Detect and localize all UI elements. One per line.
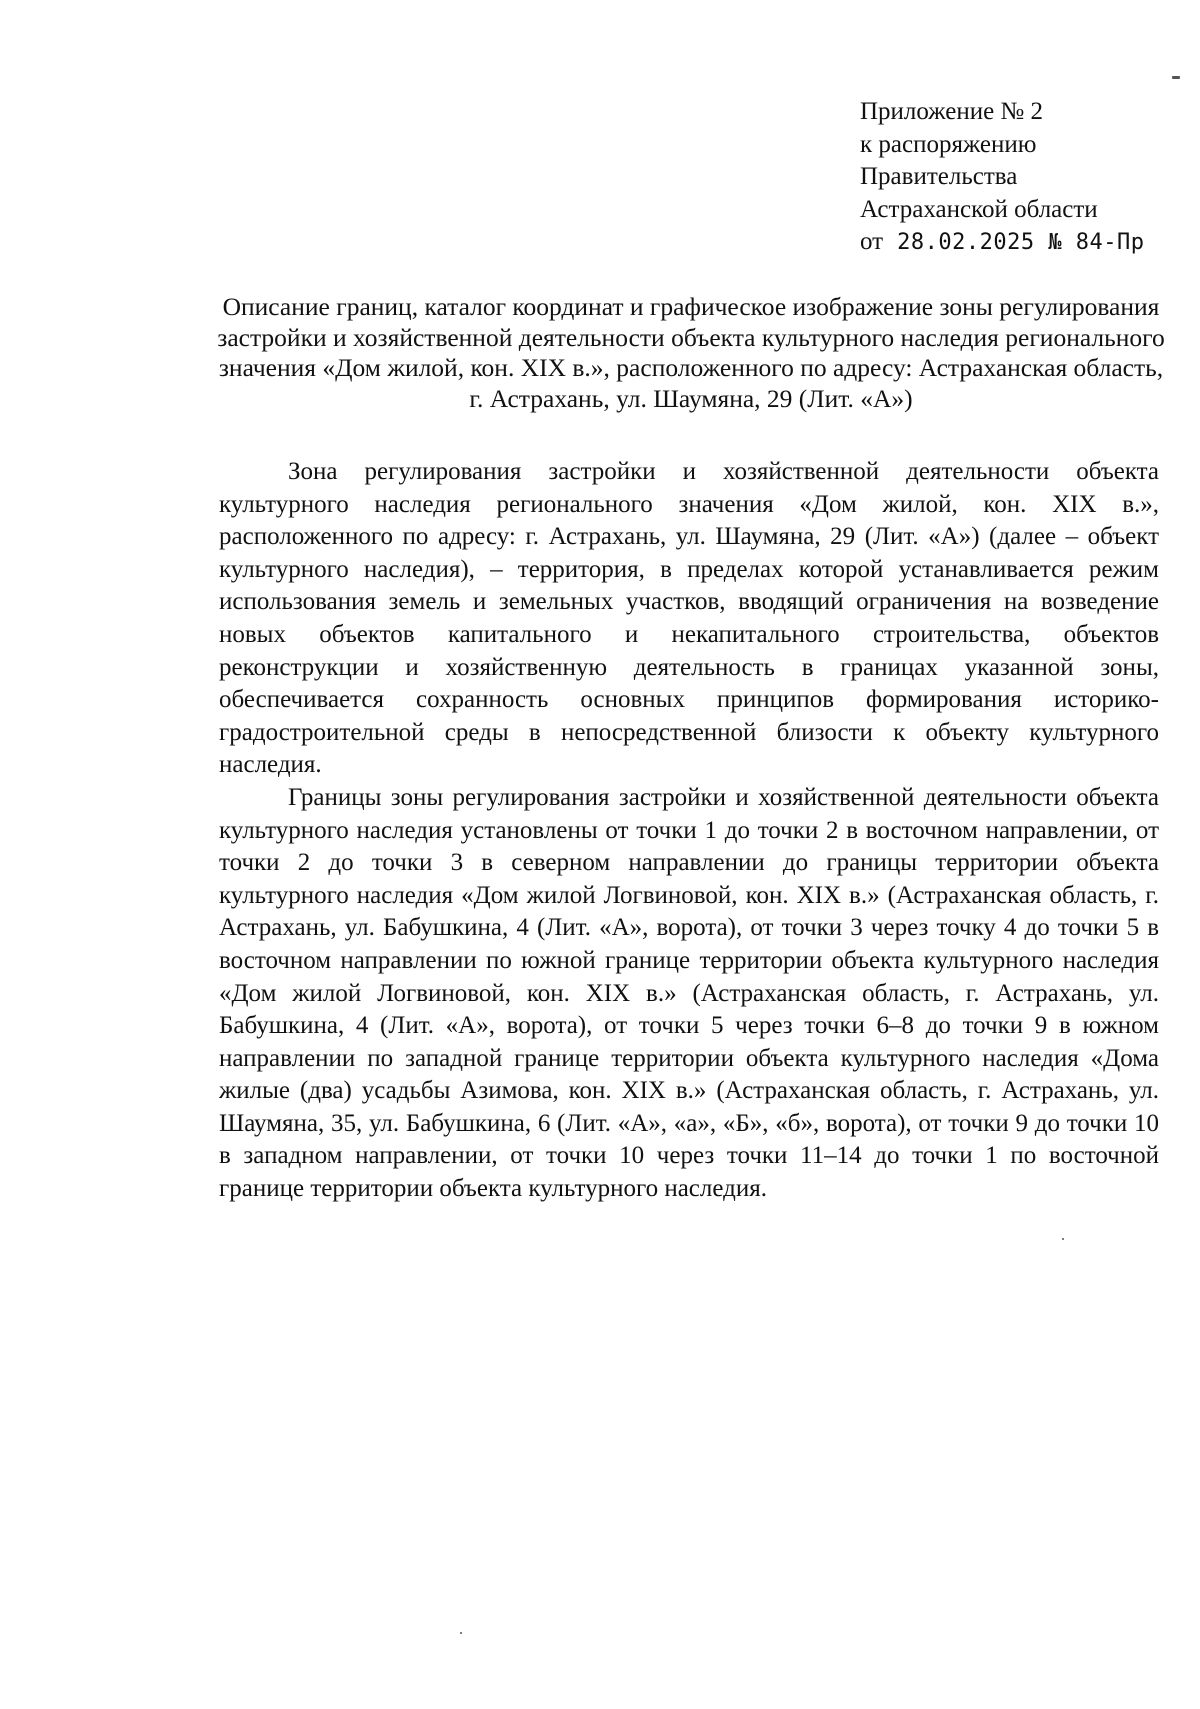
- annex-line-region: Астраханской области: [860, 195, 1098, 223]
- scan-speck: [460, 1632, 462, 1634]
- annex-line-order: к распоряжению: [860, 130, 1037, 158]
- document-title: Описание границ, каталог координат и графическое изображение зоны регулирования застройки и хозяйственной деятельности объекта культурного наследия регионального значения «Дом жилой, кон. XIX в.», расположенного по адресу: Астраханская область, г. Астрахань, ул. Шаумяна, 29 (Лит. «А»): [217, 292, 1165, 413]
- paragraph-zone-boundaries: Границы зоны регулирования застройки и хозяйственной деятельности объекта культурного наследия установлены от точки 1 до точки 2 в восточном направлении, от точки 2 до точки 3 в северном направлении до границы территории объекта культурного наследия «Дом жилой Логвиновой, кон. XIX в.» (Астраханская область, г. Астрахань, ул. Бабушкина, 4 (Лит. «А», ворота), от точки 3 через точку 4 до точки 5 в восточном направлении по южной границе территории объекта культурного наследия «Дом жилой Логвиновой, кон. XIX в.» (Астраханская область, г. Астрахань, ул. Бабушкина, 4 (Лит. «А», ворота), от точки 5 через точки 6–8 до точки 9 в южном направлении по западной границе территории объекта культурного наследия «Дома жилые (два) усадьбы Азимова, кон. XIX в.» (Астраханская область, г. Астрахань, ул. Шаумяна, 35, ул. Бабушкина, 6 (Лит. «А», «а», «Б», «б», ворота), от точки 9 до точки 10 в западном направлении, от точки 10 через точки 11–14 до точки 1 по восточной границе территории объекта культурного наследия.: [219, 783, 1159, 1203]
- scan-speck: [1062, 1238, 1064, 1240]
- annex-header: [860, 96, 1190, 260]
- annex-line-number: Приложение № 2: [860, 98, 1044, 125]
- paragraph-zone-definition: Зона регулирования застройки и хозяйственной деятельности объекта культурного наследия регионального значения «Дом жилой, кон. XIX в.», расположенного по адресу: г. Астрахань, ул. Шаумяна, 29 (Лит. «А») (далее – объект культурного наследия), – территория, в пределах которой устанавливается режим использования земель и земельных участков, вводящий ограничения на возведение новых объектов капитального и некапитального строительства, объектов реконструкции и хозяйственную деятельность в границах указанной зоны, обеспечивается сохранность основных принципов формирования историко-градостроительной среды в непосредственной близости к объекту культурного наследия.: [219, 458, 1159, 779]
- annex-date-line: [860, 226, 1190, 260]
- scan-speck: [1172, 76, 1180, 79]
- date-number-stamp: 28.02.2025 № 84-Пр: [897, 230, 1145, 255]
- document-body: [219, 456, 1159, 1206]
- date-prefix: от: [860, 228, 884, 255]
- annex-line-government: Правительства: [860, 163, 1018, 190]
